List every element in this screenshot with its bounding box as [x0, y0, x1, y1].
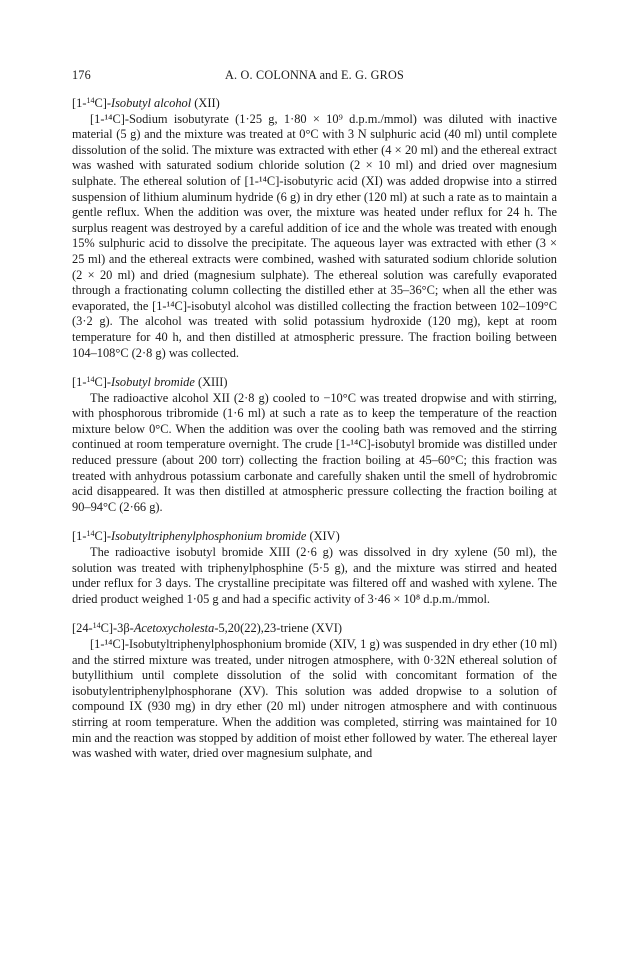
section-isobutyl-bromide	[72, 375, 557, 515]
running-title: A. O. COLONNA and E. G. GROS	[225, 68, 404, 82]
section-paragraph: [1-¹⁴C]-Sodium isobutyrate (1·25 g, 1·80 × 10⁹ d.p.m./mmol) was diluted with inactive material (5 g) and the mixture was treated at 0°C with 3 N sulphuric acid (40 ml) until complete dissolution of the solid. The mixture was extracted with ether (4 × 20 ml) and the ethereal extract was washed with saturated sodium chloride solution (2 × 10 ml) and dried over magnesium sulphate. The ethereal solution of [1-¹⁴C]-isobutyric acid (XI) was added dropwise into a stirred suspension of lithium aluminum hydride (6 g) in dry ether (120 ml) at such a rate as to maintain a gentle reflux. When the addition was over, the mixture was heated under reflux for 24 h. The surplus reagent was destroyed by a careful addition of ice and the whole was treated with enough 15% sulphuric acid to dissolve the precipitate. The aqueous layer was extracted with ether (3 × 25 ml) and the ethereal extracts were combined, washed with saturated sodium chloride solution (2 × 20 ml) and dried (magnesium sulphate). The ethereal solution was carefully evaporated through a fractionating column collecting the distilled ether at 35–36°C; when all the ether was evaporated, the [1-¹⁴C]-isobutyl alcohol was distilled collecting the fraction between 102–109°C (3·2 g). The alcohol was treated with solid potassium hydroxide (120 mg), kept at room temperature for 40 h, and then distilled at atmospheric pressure. The fraction boiling between 104–108°C (2·8 g) was collected.	[72, 111, 557, 360]
page-body	[72, 96, 557, 776]
section-paragraph: [1-¹⁴C]-Isobutyltriphenylphosphonium bromide (XIV, 1 g) was suspended in dry ether (10 ml) and the stirred mixture was treated, under nitrogen atmosphere, with 0·32N ethereal solution of butyllithium until complete dissolution of the solid with concomitant formation of the isobutylentriphenylphosphorane (XV). This solution was added dropwise to a solution of compound IX (930 mg) in dry ether (20 ml) under nitrogen atmosphere and with continuous stirring at room temperature. When the addition was completed, stirring was maintained for 10 min and the reaction was stopped by addition of moist ether followed by water. The ethereal layer was washed with water, dried over magnesium sulphate, and	[72, 637, 557, 761]
section-paragraph: The radioactive alcohol XII (2·8 g) cooled to −10°C was treated dropwise and with stirring, with phosphorous tribromide (1·6 ml) at such a rate as to keep the temperature of the reaction mixture below 0°C. When the addition was over the cooling bath was removed and the stirring continued at room temperature overnight. The crude [1-¹⁴C]-isobutyl bromide was distilled under reduced pressure (about 200 torr) collecting the fraction boiling at 45–60°C; this fraction was treated with anhydrous potassium carbonate and carefully shaken until the smell of hydrobromic acid disappeared. It was then distilled at atmospheric pressure collecting the fraction boiling at 90–94°C (2·66 g).	[72, 390, 557, 514]
section-heading: [24-$^{14}$C]-3β-Acetoxycholesta-5,20(22),23-triene (XVI)	[72, 621, 342, 636]
section-heading: [1-$^{14}$C]-Isobutyl bromide (XIII)	[72, 375, 228, 390]
section-isobutyl-alcohol	[72, 96, 557, 361]
section-heading: [1-$^{14}$C]-Isobutyl alcohol (XII)	[72, 96, 220, 110]
section-phosphonium-bromide	[72, 529, 557, 607]
page-number: 176	[72, 68, 91, 82]
section-heading: [1-$^{14}$C]-Isobutyltriphenylphosphonium bromide (XIV)	[72, 529, 340, 544]
section-paragraph: The radioactive isobutyl bromide XIII (2·6 g) was dissolved in dry xylene (50 ml), the solution was treated with triphenylphosphine (5·5 g), and the mixture was stirred and heated under reflux for 3 days. The crystalline precipitate was filtered off and washed with xylene. The dried product weighed 1·05 g and had a specific activity of 3·46 × 10⁸ d.p.m./mmol.	[72, 545, 557, 606]
section-acetoxycholestatriene	[72, 621, 557, 761]
